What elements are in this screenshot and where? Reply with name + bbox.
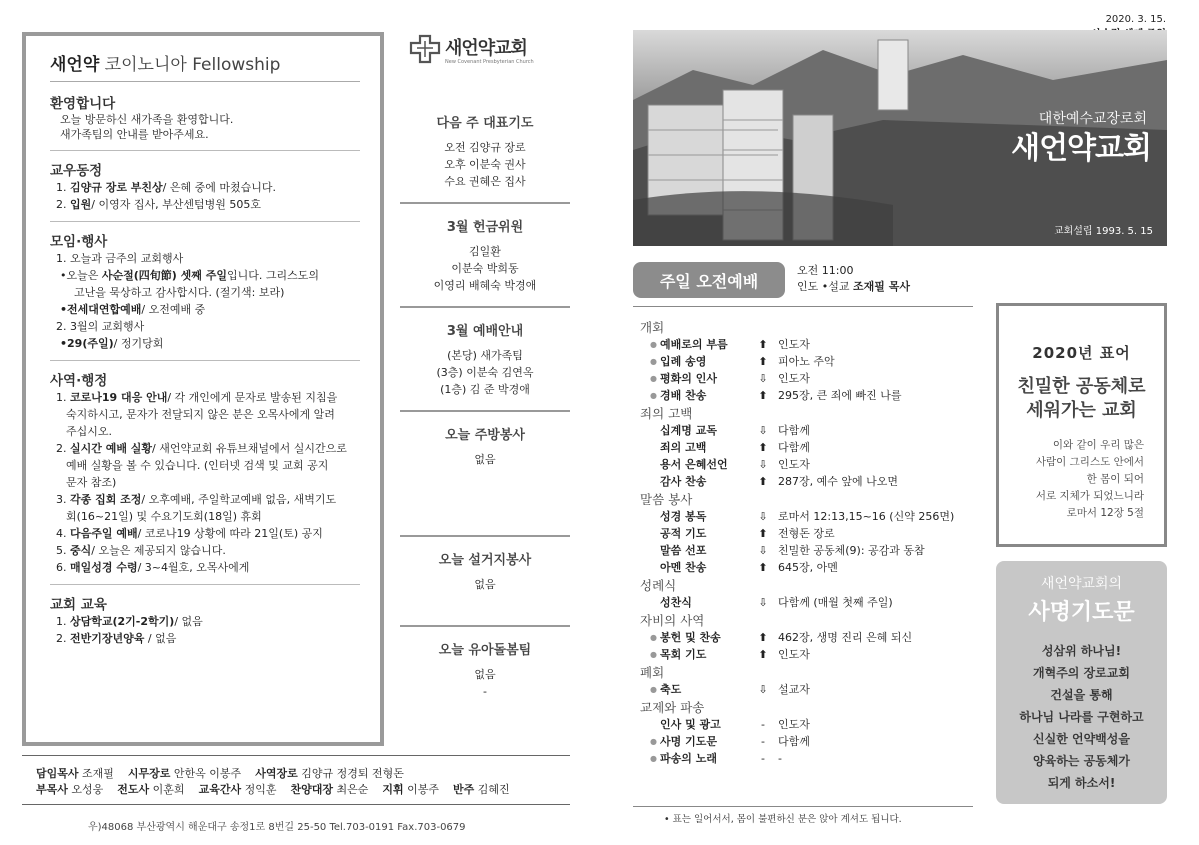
order-item-performer: - (778, 752, 782, 765)
order-item-name: 죄의 고백 (660, 441, 707, 454)
order-item-name: 성경 봉독 (660, 510, 707, 523)
mission-line: 하나님 나라를 구현하고 (1019, 710, 1144, 724)
order-row (640, 646, 980, 663)
verse-line: 한 몸이 되어 (1086, 473, 1144, 485)
admin-item-5: 5. 중식/ 오늘은 제공되지 않습니다. (56, 544, 226, 557)
order-item-performer: 인도자 (778, 458, 810, 471)
order-row (640, 336, 980, 353)
standing-bullet-icon: ● (650, 685, 657, 694)
order-row (640, 387, 980, 404)
education-item-1: 1. 상담학교(2기-2학기)/ 없음 (56, 615, 203, 628)
meetings-item-1: 1. 오늘과 금주의 교회행사 (56, 252, 184, 265)
order-section-heading: 개회 (640, 320, 665, 335)
standing-note: • 표는 일어서서, 몸이 불편하신 분은 앉아 계셔도 됩니다. (664, 814, 902, 825)
welcome-heading: 환영합니다 (50, 96, 116, 112)
nursery-line: 없음 (474, 668, 496, 681)
order-item-name: 용서 은혜선언 (660, 458, 728, 471)
dash-icon: - (761, 752, 765, 765)
order-row (640, 439, 980, 456)
admin-heading: 사역·행정 (50, 360, 360, 389)
sit-down-arrow-icon: ⇩ (758, 544, 768, 557)
mission-line: 성삼위 하나님! (1041, 644, 1122, 658)
order-item-performer: 인도자 (778, 372, 810, 385)
admin-item-1-cont2: 주십시오. (66, 425, 113, 438)
order-of-worship (640, 318, 980, 767)
dish-heading: 오늘 설거지봉사 (438, 553, 532, 568)
order-item-name: 인사 및 광고 (660, 718, 721, 731)
order-item-name: 공적 기도 (660, 527, 707, 540)
admin-item-1-cont: 숙지하시고, 문자가 전달되지 않은 분은 오목사에게 알려 (66, 408, 335, 421)
sit-down-arrow-icon: ⇩ (758, 510, 768, 523)
guide-heading: 3월 예배안내 (446, 324, 524, 339)
staff-row-1: 담임목사 조재필 시무장로 안한옥 이봉주 사역장로 김양규 정경퇴 전형돈 (36, 767, 404, 780)
footer-divider-bottom (22, 804, 570, 805)
meetings-item-1b: •전세대연합예배/ 오전예배 중 (60, 303, 206, 316)
prayer-section (400, 100, 570, 204)
fellowship-title-rest: 코이노니아 Fellowship (99, 55, 281, 75)
order-row (640, 542, 980, 559)
service-roster (400, 100, 570, 712)
fellowship-title (50, 50, 360, 82)
prayer-heading: 다음 주 대표기도 (436, 116, 534, 131)
logo-name: 새언약교회 (445, 38, 527, 59)
worship-divider (633, 306, 973, 307)
order-row (640, 559, 980, 576)
order-row (640, 422, 980, 439)
mission-box (996, 561, 1167, 804)
dish-line: 없음 (474, 578, 496, 591)
guide-line: (1층) 김 준 박경애 (440, 383, 530, 396)
stand-up-arrow-icon: ⬆ (758, 475, 768, 488)
order-item-performer: 인도자 (778, 648, 810, 661)
order-section-heading: 죄의 고백 (640, 406, 693, 421)
mission-line: 양육하는 공동체가 (1033, 754, 1130, 768)
standing-bullet-icon: ● (650, 754, 657, 763)
worship-preacher: 인도 •설교 조재필 목사 (797, 280, 910, 293)
mission-line: 되게 하소서! (1047, 776, 1116, 790)
order-row (640, 370, 980, 387)
standing-bullet-icon: ● (650, 737, 657, 746)
stand-up-arrow-icon: ⬆ (758, 441, 768, 454)
order-item-performer: 설교자 (778, 683, 810, 696)
stand-up-arrow-icon: ⬆ (758, 355, 768, 368)
nursery-section (400, 627, 570, 712)
admin-item-3-cont: 회(16~21일) 및 수요기도회(18일) 휴회 (66, 510, 262, 523)
order-item-name: 예배로의 부름 (660, 338, 728, 351)
order-section-heading: 자비의 사역 (640, 613, 705, 628)
standing-bullet-icon: ● (650, 633, 657, 642)
sit-down-arrow-icon: ⇩ (758, 424, 768, 437)
order-item-performer: 다함께 (매월 첫째 주일) (778, 596, 893, 609)
kitchen-heading: 오늘 주방봉사 (445, 428, 525, 443)
education-item-2: 2. 전반기장년양육 / 없음 (56, 632, 177, 645)
order-item-performer: 인도자 (778, 338, 810, 351)
verse-line: 사람이 그리스도 안에서 (1035, 456, 1144, 468)
order-row (640, 456, 980, 473)
fellowship-box (22, 32, 384, 746)
verse-line: 서로 지체가 되었느니라 (1035, 490, 1144, 502)
guide-line: (3층) 이분숙 김연옥 (436, 366, 534, 379)
stand-up-arrow-icon: ⬆ (758, 389, 768, 402)
order-row (640, 353, 980, 370)
motto-verse (999, 437, 1164, 522)
prayer-line: 오전 김양규 장로 (444, 141, 526, 154)
education-heading: 교회 교육 (50, 584, 360, 613)
stand-up-arrow-icon: ⬆ (758, 527, 768, 540)
offering-line: 김일환 (469, 245, 501, 258)
motto-box (996, 303, 1167, 547)
order-item-performer: 친밀한 공동체(9): 공감과 동참 (778, 544, 925, 557)
meetings-heading: 모임·행사 (50, 221, 360, 250)
meetings-item-2a: •29(주일)/ 정기당회 (60, 337, 164, 350)
motto-theme-line: 세워가는 교회 (1026, 400, 1137, 421)
dash-icon: - (761, 718, 765, 731)
order-item-performer: 다함께 (778, 735, 810, 748)
church-photo (633, 30, 1167, 246)
order-row (640, 473, 980, 490)
order-item-name: 봉헌 및 찬송 (660, 631, 721, 644)
order-item-performer: 전형돈 장로 (778, 527, 835, 540)
order-section-heading: 말씀 봉사 (640, 492, 693, 507)
order-item-performer: 피아노 주악 (778, 355, 835, 368)
order-item-performer: 다함께 (778, 441, 810, 454)
order-section-heading: 폐회 (640, 665, 665, 680)
offering-line: 이분숙 박희동 (451, 262, 519, 275)
order-item-name: 아멘 찬송 (660, 561, 707, 574)
admin-item-2-cont: 예배 실황을 볼 수 있습니다. (인터넷 검색 및 교회 공지 (66, 459, 329, 472)
standing-bullet-icon: ● (650, 391, 657, 400)
offering-section (400, 204, 570, 308)
order-item-performer: 인도자 (778, 718, 810, 731)
standing-bullet-icon: ● (650, 340, 657, 349)
guide-section (400, 308, 570, 412)
stand-up-arrow-icon: ⬆ (758, 631, 768, 644)
order-item-name: 말씀 선포 (660, 544, 707, 557)
mission-line: 개혁주의 장로교회 (1033, 666, 1130, 680)
admin-item-3: 3. 각종 집회 조정/ 오후예배, 주일학교예배 없음, 새벽기도 (56, 493, 337, 506)
dish-section (400, 537, 570, 627)
founded-date: 교회설립 1993. 5. 15 (1053, 226, 1153, 237)
news-item-1: 1. 김양규 장로 부친상/ 은혜 중에 마쳤습니다. (56, 181, 276, 194)
order-section-heading: 성례식 (640, 578, 677, 593)
admin-item-2-cont2: 문자 참조) (66, 476, 117, 489)
kitchen-section (400, 412, 570, 537)
welcome-line-2: 새가족팀의 안내를 받아주세요. (60, 128, 209, 141)
note-divider (633, 806, 973, 807)
stand-up-arrow-icon: ⬆ (758, 561, 768, 574)
admin-item-4: 4. 다음주일 예배/ 코로나19 상황에 따라 21일(토) 공지 (56, 527, 323, 540)
order-item-name: 평화의 인사 (660, 372, 717, 385)
fellowship-title-bold: 새언약 (50, 55, 100, 75)
welcome-line-1: 오늘 방문하신 새가족을 환영합니다. (60, 113, 234, 126)
guide-line: (본당) 새가족팀 (447, 349, 523, 362)
sit-down-arrow-icon: ⇩ (758, 458, 768, 471)
order-row (640, 594, 980, 611)
nursery-line: - (483, 685, 487, 698)
order-row (640, 716, 980, 733)
offering-heading: 3월 헌금위원 (446, 220, 524, 235)
motto-theme-line: 친밀한 공동체로 (1017, 376, 1146, 397)
mission-prayer (996, 640, 1167, 794)
order-item-performer: 287장, 예수 앞에 나오면 (778, 475, 898, 488)
verse-line: 이와 같이 우리 많은 (1052, 439, 1144, 451)
standing-bullet-icon: ● (650, 357, 657, 366)
order-row (640, 508, 980, 525)
mission-line: 건설을 통해 (1050, 688, 1113, 702)
news-item-2: 2. 입원/ 이영자 집사, 부산센텀병원 505호 (56, 198, 261, 211)
prayer-line: 수요 권혜은 집사 (444, 175, 526, 188)
sit-down-arrow-icon: ⇩ (758, 372, 768, 385)
mission-title: 사명기도문 (1028, 600, 1135, 625)
order-row (640, 733, 980, 750)
order-item-performer: 295장, 큰 죄에 빠진 나를 (778, 389, 902, 402)
order-item-name: 축도 (660, 683, 682, 696)
dash-icon: - (761, 735, 765, 748)
order-item-name: 성찬식 (660, 596, 692, 609)
cross-logo-icon (409, 34, 441, 64)
motto-theme (999, 375, 1164, 423)
meetings-item-1a: •오늘은 사순절(四旬節) 셋째 주일입니다. 그리스도의 (60, 269, 319, 282)
order-row (640, 750, 980, 767)
order-item-performer: 로마서 12:13,15~16 (신약 256면) (778, 510, 955, 523)
meetings-item-1a-cont: 고난을 묵상하고 감사합시다. (절기색: 보라) (74, 286, 285, 299)
staff-row-2: 부목사 오성웅 전도사 이훈희 교육간사 정익훈 찬양대장 최은순 지휘 이봉주 반주 김혜진 (36, 783, 510, 796)
sit-down-arrow-icon: ⇩ (758, 683, 768, 696)
order-item-performer: 다함께 (778, 424, 810, 437)
nursery-heading: 오늘 유아돌봄팀 (438, 643, 532, 658)
order-row (640, 681, 980, 698)
church-logo (407, 30, 557, 70)
stand-up-arrow-icon: ⬆ (758, 338, 768, 351)
meetings-item-2: 2. 3월의 교회행사 (56, 320, 145, 333)
worship-info (797, 263, 910, 295)
offering-line: 이영리 배혜숙 박경애 (433, 279, 537, 292)
standing-bullet-icon: ● (650, 650, 657, 659)
worship-badge: 주일 오전예배 (633, 262, 785, 298)
mission-subtitle: 새언약교회의 (1040, 576, 1123, 592)
news-heading: 교우동정 (50, 150, 360, 179)
stand-up-arrow-icon: ⬆ (758, 648, 768, 661)
admin-item-6: 6. 매일성경 수령/ 3~4월호, 오목사에게 (56, 561, 250, 574)
admin-item-2: 2. 실시간 예배 실황/ 새언약교회 유튜브채널에서 실시간으로 (56, 442, 347, 455)
sit-down-arrow-icon: ⇩ (758, 596, 768, 609)
order-section-heading: 교제와 파송 (640, 700, 705, 715)
order-item-name: 파송의 노래 (660, 752, 717, 765)
footer-divider-top (22, 755, 570, 756)
order-item-name: 경배 찬송 (660, 389, 707, 402)
church-address: 우)48068 부산광역시 해운대구 송정1로 8번길 25-50 Tel.703-0191 Fax.703-0679 (88, 822, 466, 833)
order-item-performer: 462장, 생명 진리 은혜 되신 (778, 631, 913, 644)
order-item-name: 사명 기도문 (660, 735, 717, 748)
admin-item-1: 1. 코로나19 대응 안내/ 각 개인에게 문자로 발송된 지침을 (56, 391, 338, 404)
order-row (640, 629, 980, 646)
verse-reference: 로마서 12장 5절 (1066, 507, 1144, 519)
denomination-name: 대한예수교장로회 (1038, 111, 1147, 127)
logo-subtitle: New Covenant Presbyterian Church (445, 59, 534, 65)
standing-bullet-icon: ● (650, 374, 657, 383)
order-item-name: 감사 찬송 (660, 475, 707, 488)
order-item-name: 목회 기도 (660, 648, 707, 661)
order-item-name: 입례 송영 (660, 355, 707, 368)
order-item-name: 십계명 교독 (660, 424, 717, 437)
order-row (640, 525, 980, 542)
date-text: 2020. 3. 15. (1105, 14, 1166, 25)
prayer-line: 오후 이분숙 권사 (444, 158, 526, 171)
worship-time: 오전 11:00 (797, 264, 854, 277)
church-name: 새언약교회 (1011, 131, 1151, 166)
order-item-performer: 645장, 아멘 (778, 561, 838, 574)
mission-line: 신실한 언약백성을 (1033, 732, 1130, 746)
kitchen-line: 없음 (474, 453, 496, 466)
motto-year: 2020년 표어 (1032, 344, 1131, 362)
